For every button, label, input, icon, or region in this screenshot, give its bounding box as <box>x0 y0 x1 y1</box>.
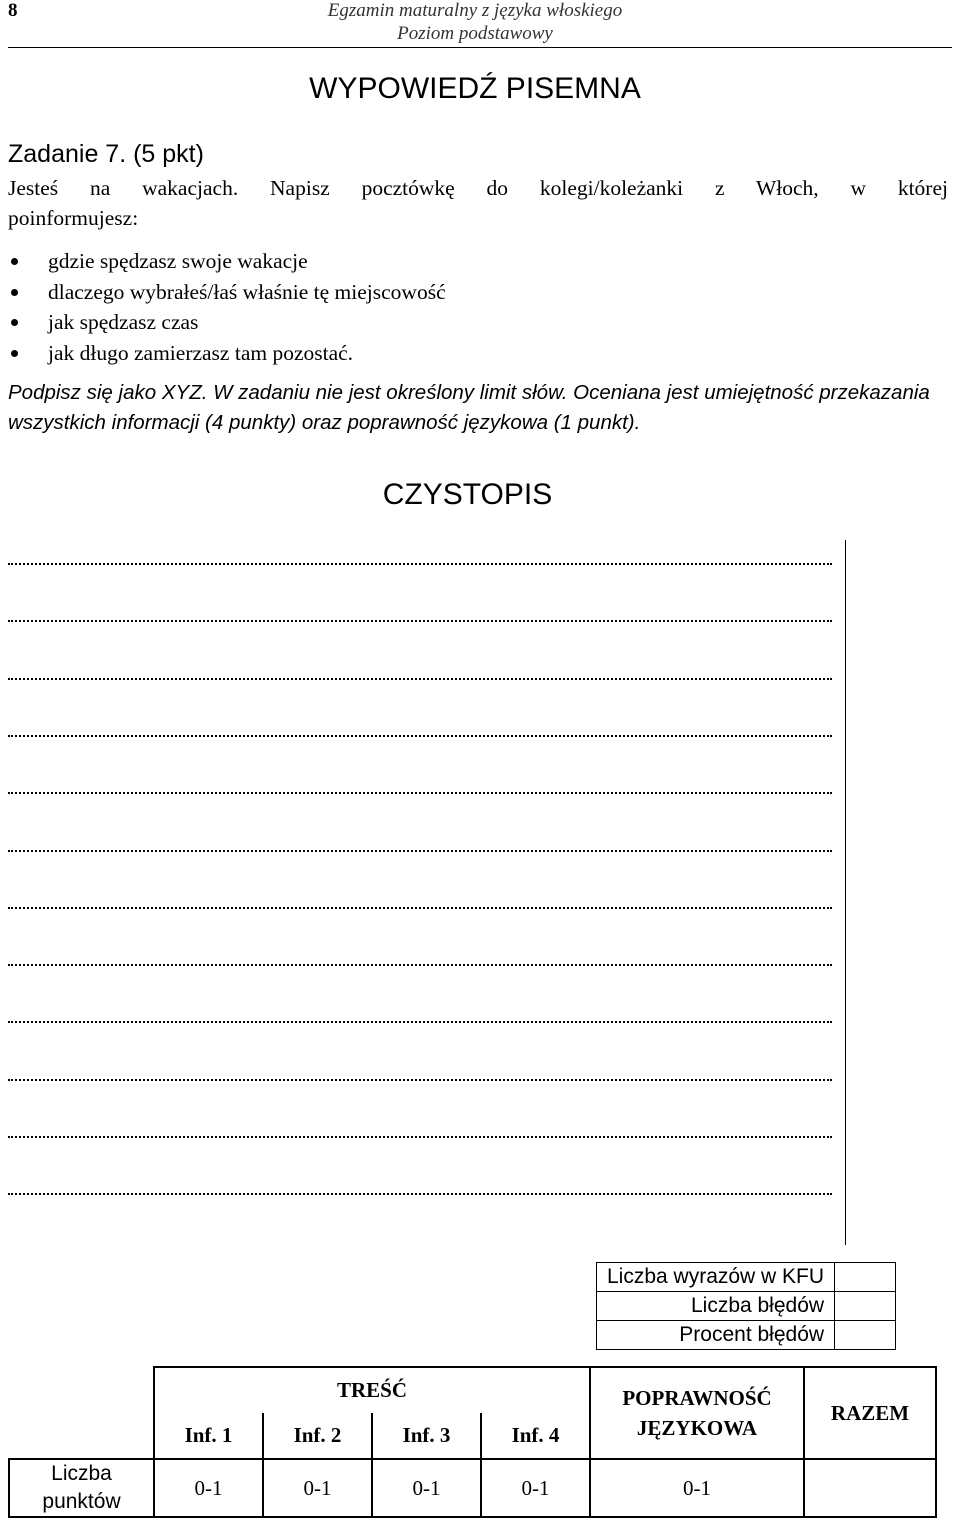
list-item-text: jak spędzasz czas <box>48 310 199 334</box>
list-item-text: dlaczego wybrałeś/łaś właśnie tę miejscowość <box>48 279 446 304</box>
inf-1-header: Inf. 1 <box>154 1413 263 1459</box>
writing-line[interactable] <box>8 850 832 852</box>
inf-3-header: Inf. 3 <box>372 1413 481 1459</box>
writing-line[interactable] <box>8 907 832 909</box>
list-item <box>8 307 446 338</box>
bullet-icon <box>11 319 18 326</box>
bullet-icon <box>11 289 18 296</box>
list-item-text: gdzie spędzasz swoje wakacje <box>48 249 308 273</box>
liczba-line1: Liczba <box>51 1462 112 1485</box>
task-intro <box>8 173 948 233</box>
bullet-icon <box>11 258 18 265</box>
writing-line[interactable] <box>8 620 832 622</box>
writing-line[interactable] <box>8 1021 832 1023</box>
list-item-text: jak długo zamierzasz tam pozostać. <box>48 340 354 365</box>
empty-corner <box>9 1413 154 1459</box>
instructions-part-b: . W zadaniu nie jest określony limit słów. Oceniana jest umiejętność przekazania wszystkich informacji (4 punkty) oraz poprawność językowa (1 punkt). <box>8 381 930 434</box>
writing-line[interactable] <box>8 1079 832 1081</box>
kfu-label-percent: Procent błędów <box>597 1321 835 1350</box>
poprawnosc-line1: POPRAWNOŚĆ <box>622 1386 772 1410</box>
task-intro-line2: poinformujesz: <box>8 206 139 230</box>
score-table <box>8 1366 937 1518</box>
table-row <box>597 1321 896 1350</box>
table-row <box>597 1292 896 1321</box>
points-inf-3[interactable]: 0-1 <box>372 1459 481 1517</box>
signature-code: XYZ <box>161 381 202 404</box>
task-instructions <box>8 378 948 438</box>
kfu-table <box>596 1262 896 1350</box>
writing-line[interactable] <box>8 563 832 565</box>
kfu-value-errors[interactable] <box>835 1292 896 1321</box>
clean-copy-title: CZYSTOPIS <box>382 478 553 511</box>
writing-line[interactable] <box>8 678 832 680</box>
kfu-value-percent[interactable] <box>835 1321 896 1350</box>
razem-header: RAZEM <box>804 1367 936 1459</box>
points-razem[interactable] <box>804 1459 936 1517</box>
points-inf-4[interactable]: 0-1 <box>481 1459 590 1517</box>
liczba-punktow-label <box>9 1459 154 1517</box>
writing-line[interactable] <box>8 735 832 737</box>
inf-2-header: Inf. 2 <box>263 1413 372 1459</box>
kfu-label-words: Liczba wyrazów w KFU <box>597 1263 835 1292</box>
header-exam-title: Egzamin maturalny z języka włoskiego <box>327 0 623 21</box>
bullet-icon <box>11 350 18 357</box>
points-poprawnosc[interactable]: 0-1 <box>590 1459 804 1517</box>
instructions-part-a: Podpisz się jako <box>8 381 162 404</box>
poprawnosc-line2: JĘZYKOWA <box>636 1416 758 1440</box>
task-title: Zadanie 7. (5 pkt) <box>8 140 204 168</box>
writing-line[interactable] <box>8 792 832 794</box>
empty-corner <box>9 1367 154 1413</box>
task-intro-line1: Jesteś na wakacjach. Napisz pocztówkę do kolegi/koleżanki z Włoch, w której <box>8 176 948 200</box>
table-row <box>9 1459 936 1517</box>
writing-line[interactable] <box>8 1193 832 1195</box>
task-bullet-list <box>8 246 446 368</box>
writing-line[interactable] <box>8 1136 832 1138</box>
points-inf-2[interactable]: 0-1 <box>263 1459 372 1517</box>
kfu-value-words[interactable] <box>835 1263 896 1292</box>
header-divider <box>8 47 952 48</box>
tresc-header: TREŚĆ <box>154 1367 590 1413</box>
header-level: Poziom podstawowy <box>397 23 553 44</box>
writing-line[interactable] <box>8 964 832 966</box>
kfu-label-errors: Liczba błędów <box>597 1292 835 1321</box>
points-inf-1[interactable]: 0-1 <box>154 1459 263 1517</box>
list-item <box>8 246 446 277</box>
table-row <box>597 1263 896 1292</box>
poprawnosc-header <box>590 1367 804 1459</box>
inf-4-header: Inf. 4 <box>481 1413 590 1459</box>
margin-rule <box>845 540 846 1245</box>
liczba-line2: punktów <box>42 1490 121 1513</box>
list-item <box>8 277 446 308</box>
table-row <box>9 1367 936 1413</box>
section-title: WYPOWIEDŹ PISEMNA <box>309 72 641 105</box>
list-item <box>8 338 446 369</box>
page-number: 8 <box>8 0 18 21</box>
